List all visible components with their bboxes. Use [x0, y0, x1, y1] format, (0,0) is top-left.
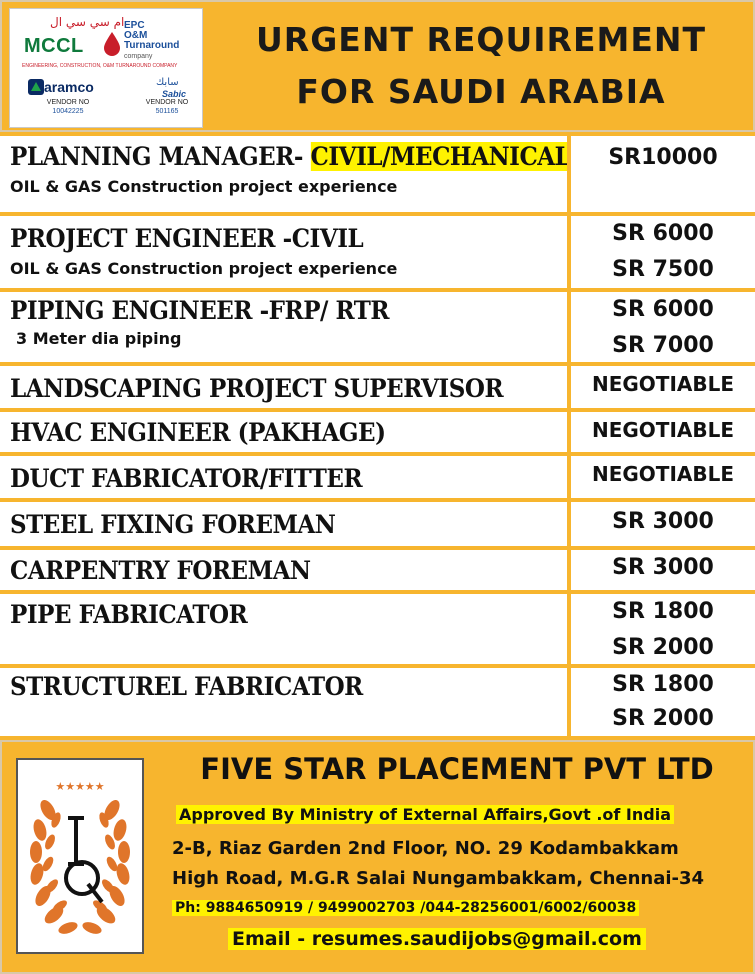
salary-value: NEGOTIABLE [591, 462, 735, 486]
job-row [0, 292, 755, 366]
salary-cell [567, 456, 755, 498]
phone-numbers: Ph: 9884650919 / 9499002703 /044-28256001/6002/60038 [172, 900, 639, 916]
job-title-highlight: CIVIL/MECHANICAL [310, 142, 571, 171]
job-title: HVAC ENGINEER (PAKHAGE) [10, 418, 386, 447]
salary-value: SR 3000 [612, 509, 714, 534]
salary-value: SR 7500 [612, 257, 714, 282]
job-cell [10, 594, 566, 664]
salary-cell [567, 136, 755, 212]
job-row [0, 502, 755, 550]
mccl-arabic-text: ام سي سي ال [50, 15, 125, 29]
mccl-drop-icon [102, 31, 122, 57]
job-cell [10, 550, 566, 590]
salary-value: SR 6000 [612, 297, 714, 322]
salary-value: SR 6000 [612, 221, 714, 246]
salary-cell [567, 668, 755, 736]
aramco-logo [28, 77, 108, 123]
job-cell [10, 668, 566, 736]
salary-value: NEGOTIABLE [591, 418, 735, 442]
aramco-wordmark: aramco [44, 79, 94, 95]
client-logos [9, 8, 203, 128]
header [0, 0, 755, 132]
job-row [0, 412, 755, 456]
sabic-logo [138, 77, 200, 123]
sabic-vendor-number: 501165 [155, 108, 179, 115]
epc-text: EPC O&M Turnaround company [124, 20, 180, 60]
job-row [0, 216, 755, 292]
job-row [0, 668, 755, 736]
salary-cell [567, 594, 755, 664]
sabic-arabic-text: سابك [156, 77, 179, 88]
salary-value: SR 2000 [612, 635, 714, 660]
job-title: DUCT FABRICATOR/FITTER [10, 464, 363, 493]
job-title: PLANNING MANAGER- CIVIL/MECHANICAL [10, 142, 571, 171]
job-title: LANDSCAPING PROJECT SUPERVISOR [10, 374, 504, 403]
sabic-vendor-label: VENDOR NO [145, 99, 189, 106]
mccl-tagline: ENGINEERING, CONSTRUCTION, O&M TURNAROUND COMPANY [22, 63, 178, 69]
job-cell [10, 136, 571, 212]
job-row [0, 594, 755, 668]
salary-value: SR 3000 [612, 555, 714, 580]
laurel-logo-icon [18, 760, 142, 952]
job-title: PIPING ENGINEER -FRP/ RTR [10, 296, 390, 325]
job-subtitle: OIL & GAS Construction project experience [10, 177, 398, 196]
email-address[interactable]: Email - resumes.saudijobs@gmail.com [228, 928, 646, 950]
job-cell [10, 366, 566, 408]
salary-value: SR 1800 [612, 672, 714, 697]
job-row [0, 136, 755, 216]
svg-text:★★★★★: ★★★★★ [55, 780, 105, 793]
salary-value: SR10000 [608, 145, 718, 170]
job-cell [10, 216, 566, 288]
sabic-wordmark: Sabic [162, 89, 187, 99]
salary-cell [567, 502, 755, 546]
job-cell [10, 456, 566, 498]
job-cell [10, 292, 566, 362]
job-title: PROJECT ENGINEER -CIVIL [10, 224, 364, 253]
job-row [0, 550, 755, 594]
job-subtitle: 3 Meter dia piping [16, 329, 182, 348]
company-name: FIVE STAR PLACEMENT PVT LTD [200, 752, 714, 786]
footer [0, 740, 755, 974]
job-row [0, 366, 755, 412]
salary-value: SR 1800 [612, 599, 714, 624]
job-cell [10, 412, 566, 452]
company-logo [16, 758, 144, 954]
job-cell [10, 502, 566, 546]
salary-value: SR 2000 [612, 706, 714, 731]
aramco-vendor-label: VENDOR NO [46, 99, 90, 106]
aramco-mark-icon [28, 79, 44, 95]
job-title: STRUCTUREL FABRICATOR [10, 672, 363, 701]
job-title: CARPENTRY FOREMAN [10, 556, 311, 585]
aramco-vendor-number: 10042225 [52, 108, 84, 115]
salary-cell [567, 216, 755, 288]
salary-value: SR 7000 [612, 333, 714, 358]
salary-value: NEGOTIABLE [591, 372, 735, 396]
salary-cell [567, 550, 755, 590]
salary-cell [567, 292, 755, 362]
job-row [0, 456, 755, 502]
job-table [0, 136, 755, 736]
mccl-logo-text: MCCL [24, 35, 84, 57]
job-title: STEEL FIXING FOREMAN [10, 510, 336, 539]
headline-line2: FOR SAUDI ARABIA [296, 72, 666, 111]
address-line: 2-B, Riaz Garden 2nd Floor, NO. 29 Kodambakkam [172, 838, 679, 859]
salary-cell [567, 366, 755, 408]
headline-line1: URGENT REQUIREMENT [256, 20, 706, 59]
salary-cell [567, 412, 755, 452]
job-subtitle: OIL & GAS Construction project experience [10, 259, 398, 278]
job-title: PIPE FABRICATOR [10, 600, 248, 629]
address-line: High Road, M.G.R Salai Nungambakkam, Chennai-34 [172, 868, 705, 889]
approval-note: Approved By Ministry of External Affairs,Govt .of India [176, 805, 674, 824]
